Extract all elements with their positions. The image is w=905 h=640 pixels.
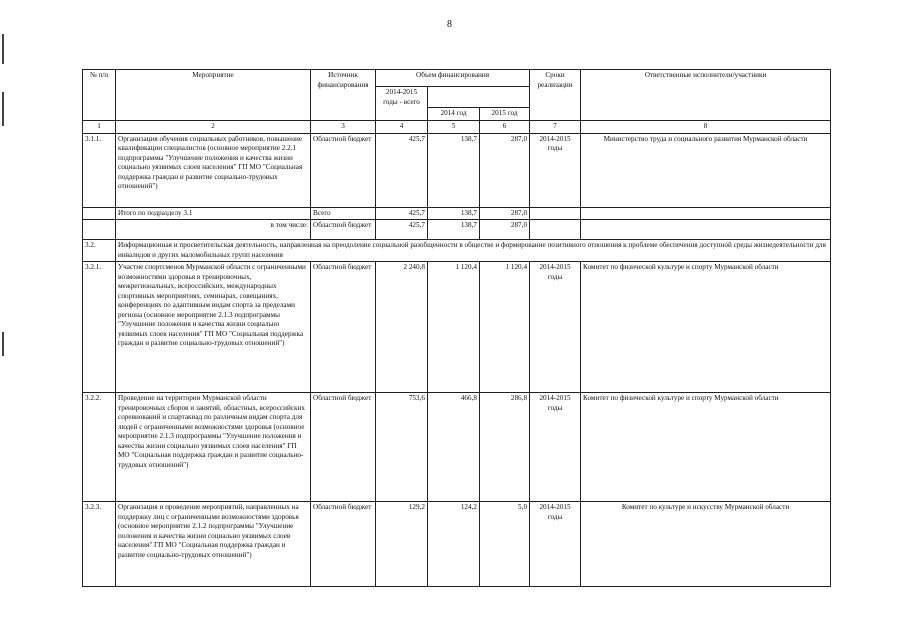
section-num: 3.2. bbox=[83, 240, 116, 262]
header-source: Источник финансирования bbox=[311, 70, 376, 121]
row-source: Областной бюджет bbox=[311, 502, 376, 587]
row-terms: 2014-2015 годы bbox=[530, 262, 581, 393]
header-years-blank bbox=[428, 87, 530, 108]
including-total: 425,7 bbox=[376, 220, 428, 240]
row-responsible: Министерство труда и социального развития Мурманской области bbox=[581, 133, 831, 207]
financing-table bbox=[82, 69, 831, 587]
row-2014: 466,8 bbox=[428, 393, 480, 502]
row-2015: 287,0 bbox=[480, 133, 530, 207]
col-number: 1 bbox=[83, 121, 116, 134]
header-terms: Сроки реализации bbox=[530, 70, 581, 121]
margin-mark bbox=[2, 92, 4, 126]
row-terms: 2014-2015 годы bbox=[530, 133, 581, 207]
including-row bbox=[83, 220, 831, 240]
table-row bbox=[83, 133, 831, 207]
including-source: Областной бюджет bbox=[311, 220, 376, 240]
including-2015: 287,0 bbox=[480, 220, 530, 240]
page-number: 8 bbox=[447, 19, 452, 30]
col-number: 3 bbox=[311, 121, 376, 134]
table-row bbox=[83, 262, 831, 393]
row-total: 425,7 bbox=[376, 133, 428, 207]
col-number: 4 bbox=[376, 121, 428, 134]
row-event: Участие спортсменов Мурманской области с ограниченными возможностями здоровья в тренировочных, межрегиональных, всероссийских, международных спортивных мероприятиях, семинарах, совещаниях, конференциях по адаптивным видам спорта за пределами региона (основное мероприятие 2.1.3 подпрограммы "Улучшение положения и качества жизни социально уязвимых слоев населения" ГП МО "Социальная поддержка граждан и развитие социально-трудовых отношений") bbox=[116, 262, 311, 393]
row-2015: 5,0 bbox=[480, 502, 530, 587]
header-2014: 2014 год bbox=[428, 108, 480, 121]
subtotal-total: 425,7 bbox=[376, 207, 428, 220]
row-2015: 286,8 bbox=[480, 393, 530, 502]
col-number: 7 bbox=[530, 121, 581, 134]
col-number: 5 bbox=[428, 121, 480, 134]
row-source: Областной бюджет bbox=[311, 393, 376, 502]
header-event: Мероприятие bbox=[116, 70, 311, 121]
row-terms: 2014-2015 годы bbox=[530, 393, 581, 502]
col-number: 6 bbox=[480, 121, 530, 134]
row-total: 2 240,8 bbox=[376, 262, 428, 393]
row-2015: 1 120,4 bbox=[480, 262, 530, 393]
including-label: в том числе: bbox=[116, 220, 311, 240]
section-title: Информационная и просветительская деятельность, направленная на преодоление социальной разобщенности в обществе и формирование позитивного отношения к проблеме обеспечения доступной среды жизнедеятельности для инвалидов и других маломобильных групп населения bbox=[116, 240, 831, 262]
header-num: № п/п bbox=[83, 70, 116, 121]
row-responsible: Комитет по культуре и искусству Мурманской области bbox=[581, 502, 831, 587]
including-2014: 138,7 bbox=[428, 220, 480, 240]
row-2014: 1 120,4 bbox=[428, 262, 480, 393]
row-num: 3.2.1. bbox=[83, 262, 116, 393]
margin-mark bbox=[2, 34, 4, 64]
header-2015: 2015 год bbox=[480, 108, 530, 121]
margin-mark bbox=[2, 332, 4, 356]
row-2014: 138,7 bbox=[428, 133, 480, 207]
row-num: 3.2.3. bbox=[83, 502, 116, 587]
row-responsible: Комитет по физической культуре и спорту Мурманской области bbox=[581, 262, 831, 393]
row-num: 3.2.2. bbox=[83, 393, 116, 502]
table-row bbox=[83, 502, 831, 587]
row-responsible: Комитет по физической культуре и спорту Мурманской области bbox=[581, 393, 831, 502]
row-event: Проведение на территории Мурманской области тренировочных сборов и занятий, областных, всероссийских соревнований и спартакиад по различным видам спорта для людей с ограниченными возможностями здоровья (основное мероприятие 2.1.3 подпрограммы "Улучшение положения и качества жизни социально уязвимых слоев населения" ГП МО "Социальная поддержка граждан и развитие социально-трудовых отношений") bbox=[116, 393, 311, 502]
subtotal-row bbox=[83, 207, 831, 220]
table-row bbox=[83, 393, 831, 502]
subtotal-2014: 138,7 bbox=[428, 207, 480, 220]
row-source: Областной бюджет bbox=[311, 262, 376, 393]
row-num: 3.1.1. bbox=[83, 133, 116, 207]
row-event: Организация и проведение мероприятий, направленных на поддержку лиц с ограниченными возможностями здоровья (основное мероприятие 2.1.2 подпрограммы "Улучшение положения и качества жизни социально уязвимых слоев населения" ГП МО "Социальная поддержка граждан и развитие социально-трудовых отношений") bbox=[116, 502, 311, 587]
section-row bbox=[83, 240, 831, 262]
row-terms: 2014-2015 годы bbox=[530, 502, 581, 587]
row-total: 129,2 bbox=[376, 502, 428, 587]
header-responsible: Ответственные исполнители/участники bbox=[581, 70, 831, 121]
subtotal-2015: 287,0 bbox=[480, 207, 530, 220]
row-2014: 124,2 bbox=[428, 502, 480, 587]
row-event: Организация обучения социальных работников, повышение квалификации специалистов (основное мероприятие 2.2.1 подпрограммы "Улучшение положения и качества жизни социально уязвимых слоев населения" ГП МО "Социальная поддержка граждан и развитие социально-трудовых отношений") bbox=[116, 133, 311, 207]
row-total: 753,6 bbox=[376, 393, 428, 502]
header-volume: Объем финансирования bbox=[376, 70, 530, 87]
header-total: 2014-2015 годы - всего bbox=[376, 87, 428, 121]
subtotal-source: Всего bbox=[311, 207, 376, 220]
col-number: 8 bbox=[581, 121, 831, 134]
col-number: 2 bbox=[116, 121, 311, 134]
subtotal-label: Итого по подразделу 3.1 bbox=[116, 207, 311, 220]
row-source: Областной бюджет bbox=[311, 133, 376, 207]
